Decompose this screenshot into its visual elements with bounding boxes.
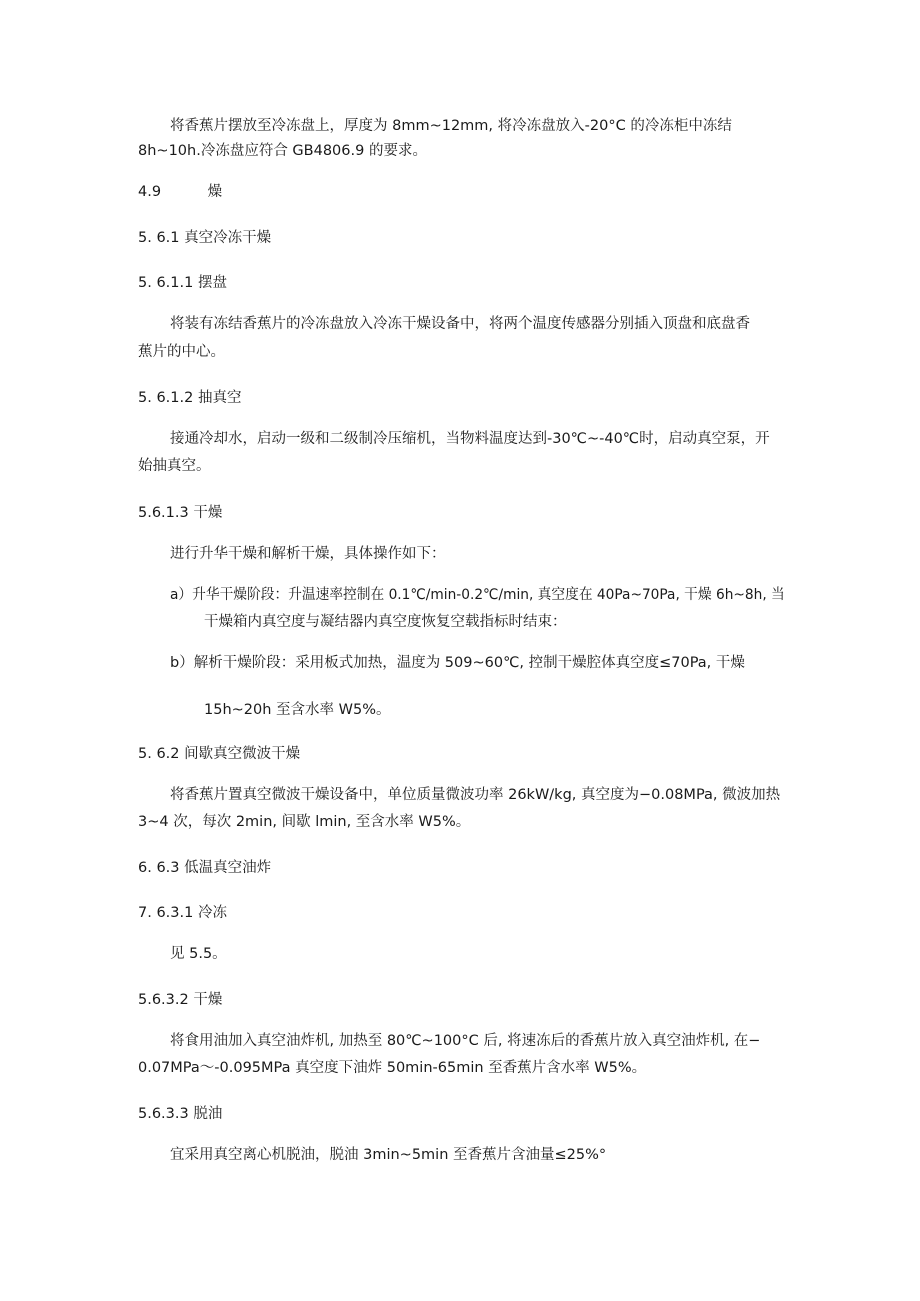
paragraph-5-6-1-1-line-2: 蕉片的中心。 [138,344,225,360]
paragraph-5-6-1-3-intro: 进行升华干燥和解析干燥，具体操作如下： [170,546,446,562]
heading-4-9 [138,182,222,202]
heading-4-9-text: 燥 [207,184,223,200]
paragraph-tray-line-2: 8h~10h.冷冻盘应符合 GB4806.9 的要求。 [138,143,427,159]
heading-4-9-number: 4.9 [138,184,162,200]
heading-5-6-3-1: 7. 6.3.1 冷冻 [138,905,227,921]
paragraph-5-6-3-3: 宜采用真空离心机脱油，脱油 3min~5min 至香蕉片含油量≤25%° [170,1147,607,1163]
heading-5-6-3-3: 5.6.3.3 脱油 [138,1106,223,1122]
heading-5-6-2: 5. 6.2 间歇真空微波干燥 [138,746,301,762]
heading-5-6-1-2: 5. 6.1.2 抽真空 [138,390,242,406]
paragraph-5-6-2-line-1: 将香蕉片置真空微波干燥设备中，单位质量微波功率 26kW/kg, 真空度为−0.08MPa, 微波加热 [170,787,781,803]
heading-5-6-3-2: 5.6.3.2 干燥 [138,992,223,1008]
list-item-b-line-1: b）解析干燥阶段：采用板式加热，温度为 509~60℃, 控制干燥腔体真空度≤70Pa, 干燥 [170,655,745,671]
paragraph-tray-line-1: 将香蕉片摆放至冷冻盘上，厚度为 8mm~12mm, 将冷冻盘放入-20°C 的冷冻柜中冻结 [170,118,732,134]
list-item-a-line-1: a）升华干燥阶段：升温速率控制在 0.1℃/min-0.2℃/min, 真空度在 40Pa~70Pa, 干燥 6h~8h, 当 [170,587,785,603]
heading-5-6-1-3: 5.6.1.3 干燥 [138,505,223,521]
heading-5-6-1: 5. 6.1 真空冷冻干燥 [138,230,272,246]
list-item-b-line-2: 15h~20h 至含水率 W5%。 [204,702,391,718]
paragraph-5-6-2-line-2: 3~4 次，每次 2min, 间歇 lmin, 至含水率 W5%。 [138,814,471,830]
paragraph-5-6-3-1: 见 5.5。 [170,946,227,962]
paragraph-5-6-1-2-line-2: 始抽真空。 [138,458,211,474]
paragraph-5-6-3-2-line-1: 将食用油加入真空油炸机, 加热至 80℃~100°C 后, 将速冻后的香蕉片放入真空油炸机, 在− [170,1033,761,1049]
paragraph-5-6-1-1-line-1: 将装有冻结香蕉片的冷冻盘放入冷冻干燥设备中，将两个温度传感器分别插入顶盘和底盘香 [170,316,750,332]
paragraph-5-6-1-2-line-1: 接通冷却水，启动一级和二级制冷压缩机，当物料温度达到-30℃~-40℃时，启动真空泵，开 [170,431,770,447]
heading-5-6-3: 6. 6.3 低温真空油炸 [138,860,272,876]
heading-5-6-1-1: 5. 6.1.1 摆盘 [138,275,227,291]
list-item-a-line-2: 干燥箱内真空度与凝结器内真空度恢复空载指标时结束： [204,614,567,630]
paragraph-5-6-3-2-line-2: 0.07MPa～-0.095MPa 真空度下油炸 50min-65min 至香蕉片含水率 W5%。 [138,1060,647,1076]
